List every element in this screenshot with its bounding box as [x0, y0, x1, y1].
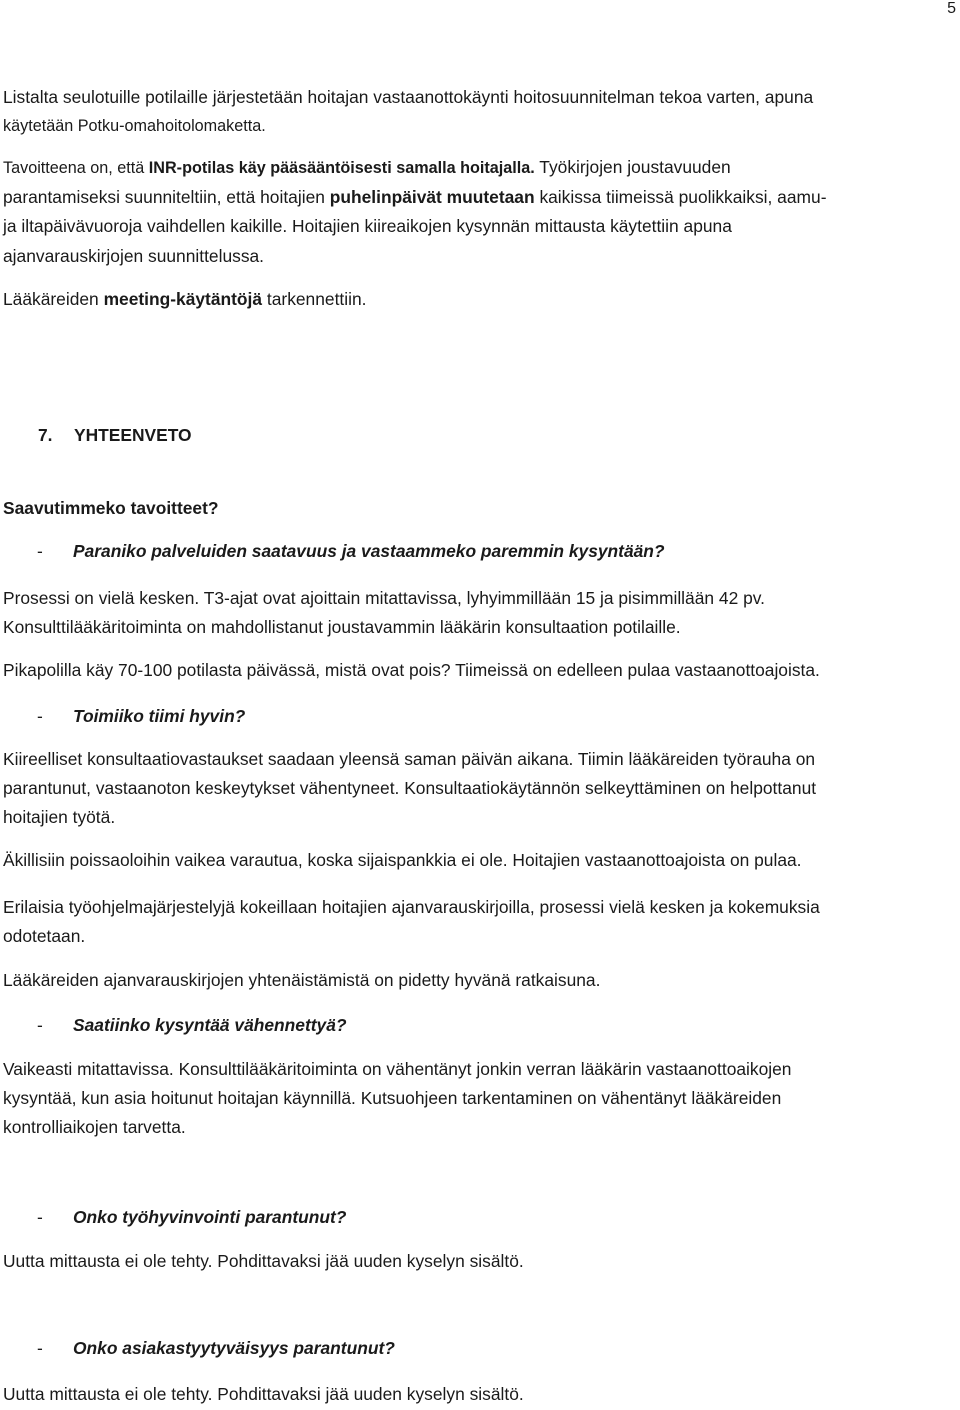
- question-text: Onko työhyvinvointi parantunut?: [73, 1207, 347, 1227]
- bullet-dash: -: [37, 541, 43, 561]
- text-run: Tavoitteena on, että: [3, 159, 149, 177]
- intro-paragraph-1-line-1: Listalta seulotuille potilaille järjestetään hoitajan vastaanottokäynti hoitosuunnitelman tekoa varten, apuna: [3, 87, 814, 107]
- q1-answer-line: Prosessi on vielä kesken. T3-ajat ovat ajoittain mitattavissa, lyhyimmillään 15 ja pisimmillään 42 pv.: [3, 588, 765, 608]
- q2-answer-line: hoitajien työtä.: [3, 807, 116, 827]
- intro-paragraph-1-line-2: käytetään Potku-omahoitolomaketta.: [3, 117, 266, 135]
- q2-answer-line: Erilaisia työohjelmajärjestelyjä kokeillaan hoitajien ajanvarauskirjoilla, prosessi vielä kesken ja kokemuksia: [3, 897, 820, 917]
- question-4: [3, 1203, 346, 1233]
- q2-answer-line: Kiireelliset konsultaatiovastaukset saadaan yleensä saman päivän aikana. Tiimin lääkäreiden työrauha on: [3, 749, 816, 769]
- intro-paragraph-3: [3, 285, 955, 315]
- section-title: YHTEENVETO: [74, 425, 192, 445]
- q1-answer-line: Pikapolilla käy 70-100 potilasta päivässä, mistä ovat pois? Tiimeissä on edelleen pulaa vastaanottoajoista.: [3, 660, 820, 680]
- text-run: tarkennettiin.: [262, 289, 367, 309]
- text-run: Lääkäreiden: [3, 289, 104, 309]
- intro-paragraph-2-line-2: [3, 183, 955, 213]
- question-3: [3, 1011, 347, 1041]
- intro-paragraph-2-line-4: ajanvarauskirjojen suunnittelussa.: [3, 246, 265, 266]
- q1-answer-line: Konsulttilääkäritoiminta on mahdollistanut joustavammin lääkärin konsultaation potilaille.: [3, 617, 681, 637]
- q2-answer-line: parantunut, vastaanoton keskeytykset vähentyneet. Konsultaatiokäytännön selkeyttäminen on helpottanut: [3, 778, 817, 798]
- question-text: Saatiinko kysyntää vähennettyä?: [73, 1015, 347, 1035]
- section-subtitle: Saavutimmeko tavoitteet?: [3, 498, 219, 518]
- text-run: Työkirjojen joustavuuden: [534, 157, 731, 177]
- page-number: 5: [947, 0, 956, 17]
- q3-answer-line: Vaikeasti mitattavissa. Konsulttilääkäritoiminta on vähentänyt jonkin verran lääkärin vastaanottoaikojen: [3, 1059, 792, 1079]
- question-text: Paraniko palveluiden saatavuus ja vastaammeko paremmin kysyntään?: [73, 541, 665, 561]
- bullet-dash: -: [37, 1015, 43, 1035]
- question-1: [3, 537, 665, 567]
- q4-answer-line: Uutta mittausta ei ole tehty. Pohdittavaksi jää uuden kyselyn sisältö.: [3, 1251, 524, 1271]
- q2-answer-line: Äkillisiin poissaoloihin vaikea varautua, koska sijaispankkia ei ole. Hoitajien vastaanottoajoista on pulaa.: [3, 850, 802, 870]
- text-run: Hoitajien kiireaikojen kysynnän mittausta käytettiin apuna: [287, 216, 732, 236]
- q3-answer-line: kysyntää, kun asia hoitunut hoitajan käynnillä. Kutsuohjeen tarkentaminen on vähentänyt lääkäreiden: [3, 1088, 782, 1108]
- emphasis-phone-days: puhelinpäivät muutetaan: [329, 187, 535, 207]
- question-5: [3, 1334, 395, 1364]
- section-number: 7.: [38, 425, 53, 445]
- bullet-dash: -: [37, 706, 43, 726]
- bullet-dash: -: [37, 1338, 43, 1358]
- text-run: parantamiseksi suunniteltiin, että hoitajien: [3, 187, 330, 207]
- intro-paragraph-2-line-3: [3, 212, 955, 242]
- question-2: [3, 702, 245, 732]
- emphasis-meeting-practices: meeting-käytäntöjä: [103, 289, 263, 309]
- text-run: ja iltapäivävuoroja vaihdellen kaikille.: [3, 216, 288, 236]
- q5-answer-line: Uutta mittausta ei ole tehty. Pohdittavaksi jää uuden kyselyn sisältö.: [3, 1384, 524, 1404]
- text-run: kaikissa tiimeissä puolikkaiksi, aamu-: [534, 187, 827, 207]
- question-text: Onko asiakastyytyväisyys parantunut?: [73, 1338, 395, 1358]
- q2-answer-line: odotetaan.: [3, 926, 86, 946]
- q3-answer-line: kontrolliaikojen tarvetta.: [3, 1117, 186, 1137]
- q2-answer-line: Lääkäreiden ajanvarauskirjojen yhtenäistämistä on pidetty hyvänä ratkaisuna.: [3, 970, 601, 990]
- intro-paragraph-2-line-1: [3, 153, 955, 184]
- bullet-dash: -: [37, 1207, 43, 1227]
- emphasis-inr-patient: INR-potilas käy pääsääntöisesti samalla hoitajalla.: [148, 159, 535, 177]
- section-heading: [38, 421, 192, 451]
- question-text: Toimiiko tiimi hyvin?: [73, 706, 246, 726]
